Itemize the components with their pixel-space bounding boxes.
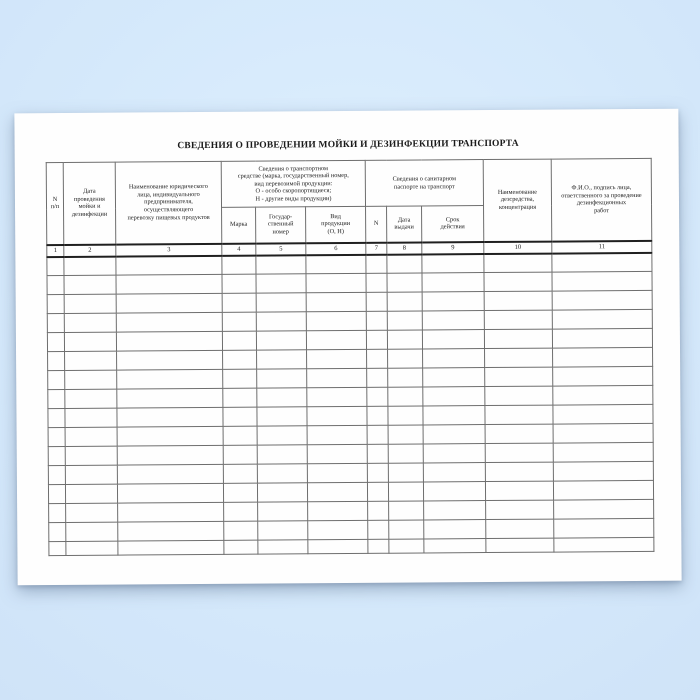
empty-cell	[117, 407, 223, 427]
empty-cell	[553, 404, 653, 424]
empty-cell	[552, 309, 652, 329]
column-number-cell: 3	[116, 243, 222, 256]
empty-cell	[257, 464, 307, 483]
col-header-product-type: Вид продукции (О, Н)	[306, 206, 366, 242]
empty-cell	[367, 406, 388, 425]
empty-cell	[48, 370, 65, 389]
empty-cell	[47, 313, 64, 332]
column-number-cell: 5	[256, 243, 306, 255]
empty-cell	[65, 370, 117, 389]
empty-cell	[307, 349, 367, 368]
empty-cell	[116, 274, 222, 294]
empty-cell	[484, 329, 552, 348]
empty-cell	[422, 292, 484, 311]
col-header-carrier-name: Наименование юридического лица, индивидуального предпринимателя, осуществляющего перевозку пищевых продуктов	[115, 161, 222, 244]
empty-cell	[308, 539, 368, 553]
empty-cell	[307, 425, 367, 444]
empty-cell	[65, 465, 117, 484]
empty-cell	[387, 330, 422, 349]
empty-cell	[388, 463, 423, 482]
empty-cell	[484, 272, 552, 291]
empty-cell	[117, 426, 223, 446]
empty-cell	[258, 540, 308, 554]
empty-cell	[389, 501, 424, 520]
empty-cell	[367, 368, 388, 387]
empty-cell	[388, 444, 423, 463]
col-header-passport-number: N	[366, 206, 387, 242]
empty-cell	[368, 520, 389, 539]
column-number-cell: 8	[387, 242, 422, 254]
col-header-responsible-person: Ф.И.О., подпись лица, ответственного за проведение дезинфекционных работ	[551, 158, 652, 241]
empty-cell	[368, 539, 389, 553]
empty-cell	[367, 463, 388, 482]
empty-cell	[387, 292, 422, 311]
empty-cell	[552, 252, 652, 272]
empty-cell	[223, 350, 257, 369]
empty-cell	[306, 292, 366, 311]
empty-cell	[257, 445, 307, 464]
disinfection-log-table	[46, 158, 655, 556]
empty-cell	[387, 273, 422, 292]
empty-cell	[48, 408, 65, 427]
empty-cell	[389, 520, 424, 539]
empty-cell	[48, 484, 65, 503]
empty-cell	[485, 367, 553, 386]
empty-cell	[366, 254, 387, 273]
empty-cell	[116, 312, 222, 332]
empty-cell	[47, 332, 64, 351]
empty-cell	[388, 349, 423, 368]
empty-cell	[367, 387, 388, 406]
column-number-cell: 11	[552, 240, 652, 253]
empty-cell	[117, 464, 223, 484]
empty-cell	[367, 425, 388, 444]
empty-cell	[66, 541, 118, 555]
empty-cell	[485, 424, 553, 443]
empty-cell	[484, 253, 552, 272]
empty-cell	[552, 271, 652, 291]
empty-cell	[223, 445, 257, 464]
empty-cell	[306, 254, 366, 273]
empty-cell	[485, 481, 553, 500]
empty-cell	[222, 274, 256, 293]
empty-cell	[366, 292, 387, 311]
empty-cell	[257, 407, 307, 426]
empty-cell	[117, 388, 223, 408]
col-header-npp: N п/п	[46, 162, 64, 244]
empty-cell	[367, 349, 388, 368]
empty-cell	[258, 502, 308, 521]
empty-cell	[485, 462, 553, 481]
empty-cell	[368, 501, 389, 520]
empty-cell	[223, 407, 257, 426]
empty-cell	[422, 273, 484, 292]
empty-cell	[422, 254, 484, 273]
empty-cell	[552, 290, 652, 310]
empty-cell	[308, 501, 368, 520]
empty-cell	[257, 369, 307, 388]
empty-cell	[554, 537, 654, 552]
empty-cell	[553, 347, 653, 367]
empty-cell	[387, 254, 422, 273]
empty-cell	[256, 312, 306, 331]
empty-cell	[388, 387, 423, 406]
empty-cell	[223, 388, 257, 407]
page-title: СВЕДЕНИЯ О ПРОВЕДЕНИИ МОЙКИ И ДЕЗИНФЕКЦИИ ТРАНСПОРТА	[177, 138, 519, 152]
empty-cell	[65, 351, 117, 370]
empty-cell	[117, 483, 223, 503]
empty-cell	[47, 275, 64, 294]
empty-cell	[258, 521, 308, 540]
empty-cell	[223, 369, 257, 388]
empty-cell	[116, 255, 222, 275]
column-number-cell: 2	[64, 244, 116, 256]
empty-cell	[553, 442, 653, 462]
empty-cell	[116, 331, 222, 351]
empty-cell	[117, 445, 223, 465]
empty-cell	[49, 522, 66, 541]
column-number-cell: 4	[222, 243, 256, 255]
empty-cell	[422, 330, 484, 349]
empty-cell	[423, 425, 485, 444]
empty-cell	[64, 332, 116, 351]
empty-cell	[366, 311, 387, 330]
empty-cell	[222, 293, 256, 312]
empty-cell	[554, 518, 654, 538]
empty-cell	[118, 521, 224, 541]
empty-cell	[484, 291, 552, 310]
empty-cell	[223, 464, 257, 483]
empty-cell	[307, 463, 367, 482]
empty-cell	[307, 444, 367, 463]
empty-cell	[65, 446, 117, 465]
col-header-date: Дата проведения мойки и дезинфекции	[63, 162, 116, 244]
empty-cell	[66, 522, 118, 541]
empty-cell	[49, 503, 66, 522]
empty-cell	[423, 444, 485, 463]
empty-cell	[552, 328, 652, 348]
empty-cell	[65, 484, 117, 503]
empty-cell	[257, 483, 307, 502]
empty-cell	[306, 311, 366, 330]
col-header-validity: Срок действия	[422, 206, 484, 242]
empty-cell	[118, 502, 224, 522]
empty-cell	[553, 423, 653, 443]
empty-cell	[306, 330, 366, 349]
document-page	[14, 109, 681, 586]
empty-cell	[423, 463, 485, 482]
empty-cell	[423, 387, 485, 406]
empty-cell	[64, 313, 116, 332]
column-number-cell: 7	[366, 242, 387, 254]
empty-cell	[387, 311, 422, 330]
empty-cell	[224, 540, 258, 554]
col-header-brand: Марка	[222, 207, 256, 243]
empty-cell	[257, 350, 307, 369]
empty-cell	[486, 538, 554, 552]
header-row-groups	[46, 158, 651, 208]
empty-cell	[307, 406, 367, 425]
empty-cell	[485, 405, 553, 424]
empty-cell	[65, 408, 117, 427]
empty-cell	[366, 273, 387, 292]
column-number-cell: 10	[484, 241, 552, 253]
empty-cell	[554, 499, 654, 519]
column-number-cell: 6	[306, 242, 366, 254]
col-header-disinfectant: Наименование дезсредства, концентрация	[483, 159, 552, 241]
empty-cell	[389, 539, 424, 553]
empty-cell	[224, 521, 258, 540]
empty-cell	[49, 541, 66, 555]
empty-cell	[64, 275, 116, 294]
empty-cell	[48, 427, 65, 446]
empty-cell	[307, 387, 367, 406]
empty-cell	[486, 500, 554, 519]
empty-cell	[256, 274, 306, 293]
empty-cell	[423, 482, 485, 501]
empty-cell	[65, 427, 117, 446]
table-row	[49, 537, 654, 555]
empty-cell	[48, 446, 65, 465]
empty-cell	[48, 465, 65, 484]
empty-cell	[306, 273, 366, 292]
empty-cell	[424, 501, 486, 520]
group-header-transport-info: Сведения о транспортном средстве (марка, государственный номер, вид перевозимой продукции: О - особо скоропортящиеся; Н - другие виды продукции)	[221, 160, 365, 207]
empty-cell	[388, 425, 423, 444]
empty-cell	[553, 461, 653, 481]
empty-cell	[64, 294, 116, 313]
table-body	[47, 252, 654, 555]
empty-cell	[553, 366, 653, 386]
empty-cell	[422, 311, 484, 330]
empty-cell	[117, 350, 223, 370]
empty-cell	[484, 310, 552, 329]
column-number-cell: 1	[47, 244, 64, 256]
empty-cell	[367, 482, 388, 501]
empty-cell	[307, 368, 367, 387]
empty-cell	[256, 331, 306, 350]
empty-cell	[224, 502, 258, 521]
empty-cell	[485, 348, 553, 367]
empty-cell	[256, 293, 306, 312]
empty-cell	[367, 444, 388, 463]
empty-cell	[553, 480, 653, 500]
empty-cell	[48, 389, 65, 408]
empty-cell	[388, 368, 423, 387]
empty-cell	[423, 368, 485, 387]
empty-cell	[256, 255, 306, 274]
empty-cell	[222, 255, 256, 274]
empty-cell	[223, 426, 257, 445]
empty-cell	[486, 519, 554, 538]
empty-cell	[308, 520, 368, 539]
col-header-issue-date: Дата выдачи	[387, 206, 422, 242]
empty-cell	[47, 256, 64, 275]
col-header-state-number: Государ- ственный номер	[256, 207, 306, 243]
empty-cell	[257, 388, 307, 407]
empty-cell	[366, 330, 387, 349]
empty-cell	[424, 539, 486, 553]
empty-cell	[485, 386, 553, 405]
empty-cell	[307, 482, 367, 501]
empty-cell	[424, 520, 486, 539]
empty-cell	[423, 406, 485, 425]
empty-cell	[222, 312, 256, 331]
empty-cell	[223, 483, 257, 502]
empty-cell	[388, 406, 423, 425]
empty-cell	[257, 426, 307, 445]
empty-cell	[117, 369, 223, 389]
empty-cell	[423, 349, 485, 368]
empty-cell	[48, 351, 65, 370]
empty-cell	[118, 540, 224, 555]
empty-cell	[64, 256, 116, 275]
empty-cell	[47, 294, 64, 313]
empty-cell	[116, 293, 222, 313]
group-header-sanitary-passport: Сведения о санитарном паспорте на транспорт	[365, 160, 483, 207]
empty-cell	[388, 482, 423, 501]
empty-cell	[222, 331, 256, 350]
column-number-cell: 9	[422, 242, 484, 254]
empty-cell	[66, 503, 118, 522]
empty-cell	[65, 389, 117, 408]
empty-cell	[553, 385, 653, 405]
empty-cell	[485, 443, 553, 462]
